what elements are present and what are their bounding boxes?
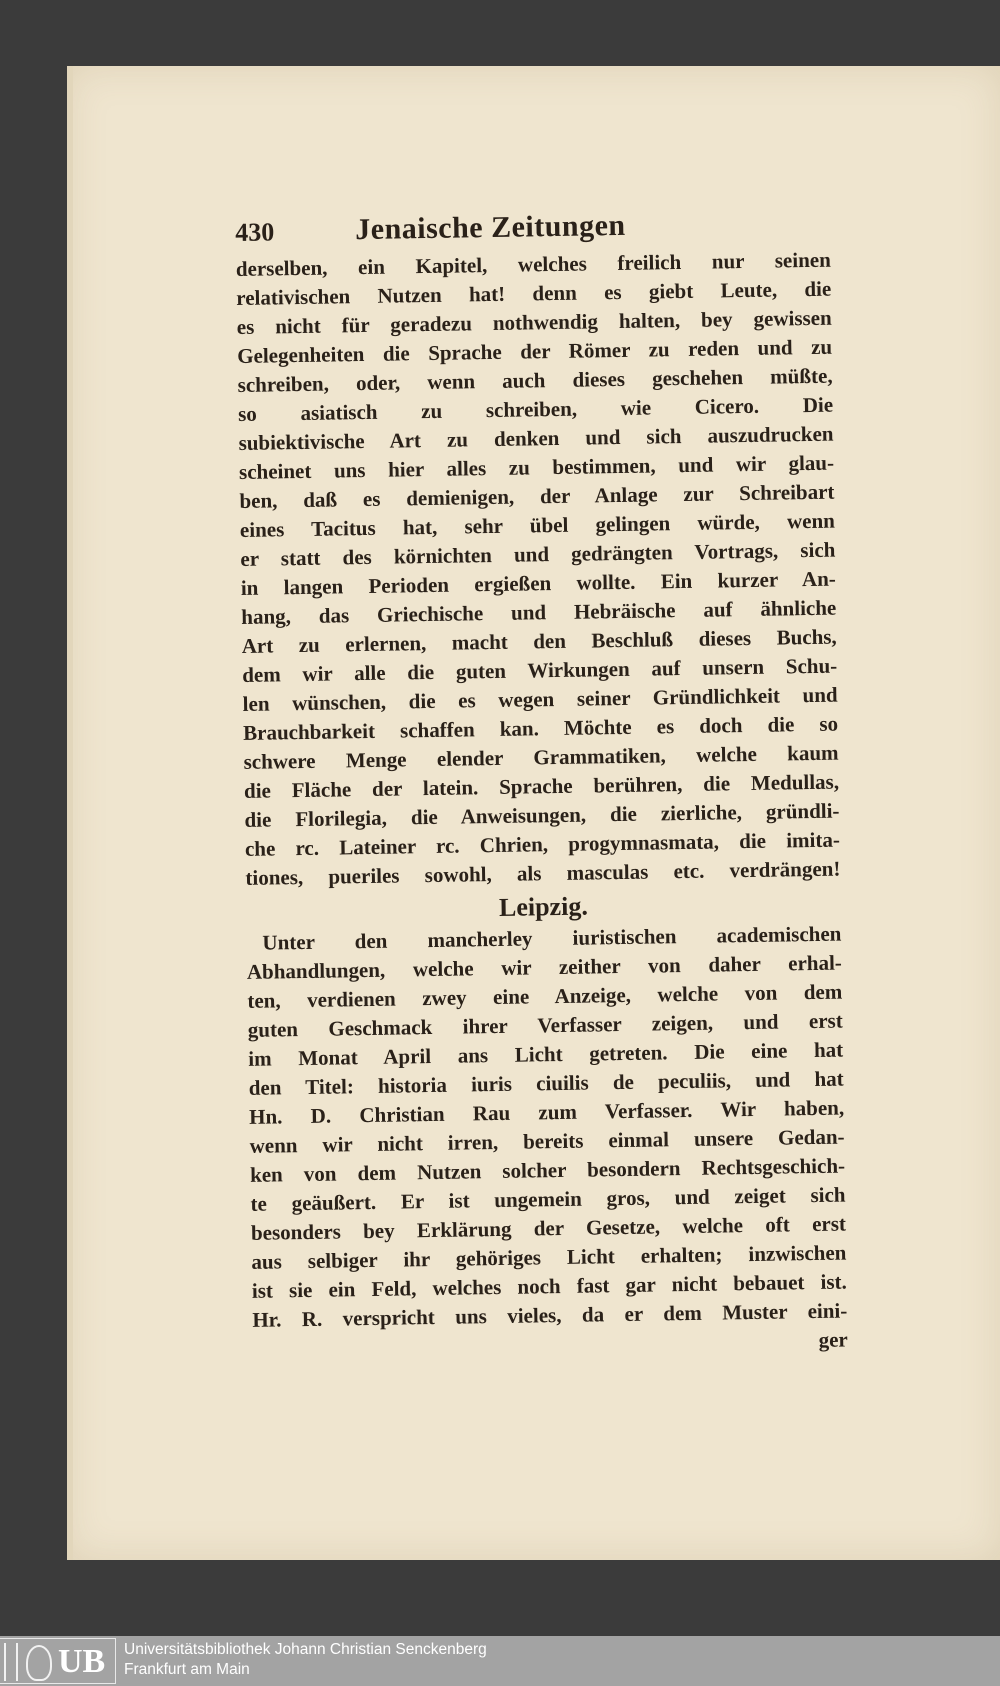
page-edge bbox=[67, 66, 73, 1560]
text-line: subiektivische Art zu denken und sich auszudrucken bbox=[238, 421, 834, 455]
text-line: die Florilegia, die Anweisungen, die zierliche, gründli- bbox=[244, 798, 840, 832]
text-line: aus selbiger ihr gehöriges Licht erhalten; inzwischen bbox=[251, 1240, 847, 1274]
library-name bbox=[124, 1640, 487, 1680]
text-line: Brauchbarkeit schaffen kan. Möchte es doch die so bbox=[242, 711, 839, 745]
text-line: im Monat April ans Licht getreten. Die eine hat bbox=[248, 1037, 844, 1071]
text-line: tiones, pueriles sowohl, als masculas etc. verdrängen! bbox=[245, 856, 841, 890]
library-footer bbox=[0, 1636, 1000, 1686]
paragraph-1 bbox=[236, 246, 841, 893]
text-line: schwere Menge elender Grammatiken, welche kaum bbox=[243, 740, 839, 774]
text-line: derselben, ein Kapitel, welches freilich nur seinen bbox=[235, 247, 831, 281]
page-number: 430 bbox=[235, 217, 275, 247]
catchword: ger bbox=[818, 1327, 848, 1352]
text-line: Hr. R. verspricht uns vieles, da er dem Muster eini- bbox=[252, 1298, 848, 1332]
library-logo bbox=[0, 1638, 116, 1684]
text-line: ken von dem Nutzen solcher besondern Rechtsgeschich- bbox=[249, 1153, 846, 1187]
text-line: Art zu erlernen, macht den Beschluß dieses Buchs, bbox=[241, 624, 837, 658]
library-name-line2: Frankfurt am Main bbox=[124, 1661, 250, 1678]
text-line: len wünschen, die es wegen seiner Gründlichkeit und bbox=[242, 682, 838, 716]
logo-portrait-icon bbox=[26, 1645, 52, 1681]
text-line: er statt des körnichten und gedrängten Vortrags, sich bbox=[240, 537, 836, 571]
text-line: in langen Perioden ergießen wollte. Ein kurzer An- bbox=[240, 566, 836, 600]
text-line: relativischen Nutzen hat! denn es giebt Leute, die bbox=[236, 276, 832, 310]
text-block bbox=[235, 206, 848, 1364]
text-line: schreiben, oder, wenn auch dieses geschehen müßte, bbox=[237, 363, 833, 397]
text-line: eines Tacitus hat, sehr übel gelingen würde, wenn bbox=[239, 508, 836, 542]
text-line: dem wir alle die guten Wirkungen auf unsern Schu- bbox=[242, 653, 838, 687]
text-line: che rc. Lateiner rc. Chrien, progymnasmata, die imita- bbox=[244, 827, 841, 861]
section-heading: Leipzig. bbox=[498, 891, 589, 922]
logo-ub-text: UB bbox=[58, 1643, 106, 1680]
text-line: besonders bey Erklärung der Gesetze, welche oft erst bbox=[250, 1211, 847, 1245]
paragraph-2 bbox=[246, 920, 847, 1335]
text-line: Hn. D. Christian Rau zum Verfasser. Wir haben, bbox=[248, 1095, 845, 1129]
text-line: ben, daß es demienigen, der Anlage zur Schreibart bbox=[239, 479, 835, 513]
text-line: guten Geschmack ihrer Verfasser zeigen, und erst bbox=[247, 1008, 843, 1042]
running-title: Jenaische Zeitungen bbox=[354, 208, 626, 247]
text-line: ist sie ein Feld, welches noch fast gar nicht bebauet ist. bbox=[251, 1269, 848, 1303]
text-line: so asiatisch zu schreiben, wie Cicero. Die bbox=[237, 392, 834, 426]
text-line: Gelegenheiten die Sprache der Römer zu reden und zu bbox=[237, 334, 833, 368]
text-line: den Titel: historia iuris ciuilis de peculiis, und hat bbox=[248, 1066, 844, 1100]
text-line: Abhandlungen, welche wir zeither von daher erhal- bbox=[246, 950, 843, 984]
text-line: wenn wir nicht irren, bereits einmal unsere Gedan- bbox=[249, 1124, 845, 1158]
logo-columns-icon bbox=[4, 1643, 18, 1681]
text-line: hang, das Griechische und Hebräische auf ähnliche bbox=[241, 595, 837, 629]
text-line: te geäußert. Er ist ungemein gros, und zeiget sich bbox=[250, 1182, 846, 1216]
library-name-line1: Universitätsbibliothek Johann Christian Senckenberg bbox=[124, 1641, 487, 1658]
text-line: Unter den mancherley iuristischen academischen bbox=[262, 921, 842, 955]
text-line: ten, verdienen zwey eine Anzeige, welche von dem bbox=[247, 979, 843, 1013]
text-line: es nicht für geradezu nothwendig halten, bey gewissen bbox=[236, 305, 832, 339]
text-line: scheinet uns hier alles zu bestimmen, und wir glau- bbox=[238, 450, 835, 484]
text-line: die Fläche der latein. Sprache berühren, die Medullas, bbox=[243, 769, 840, 803]
